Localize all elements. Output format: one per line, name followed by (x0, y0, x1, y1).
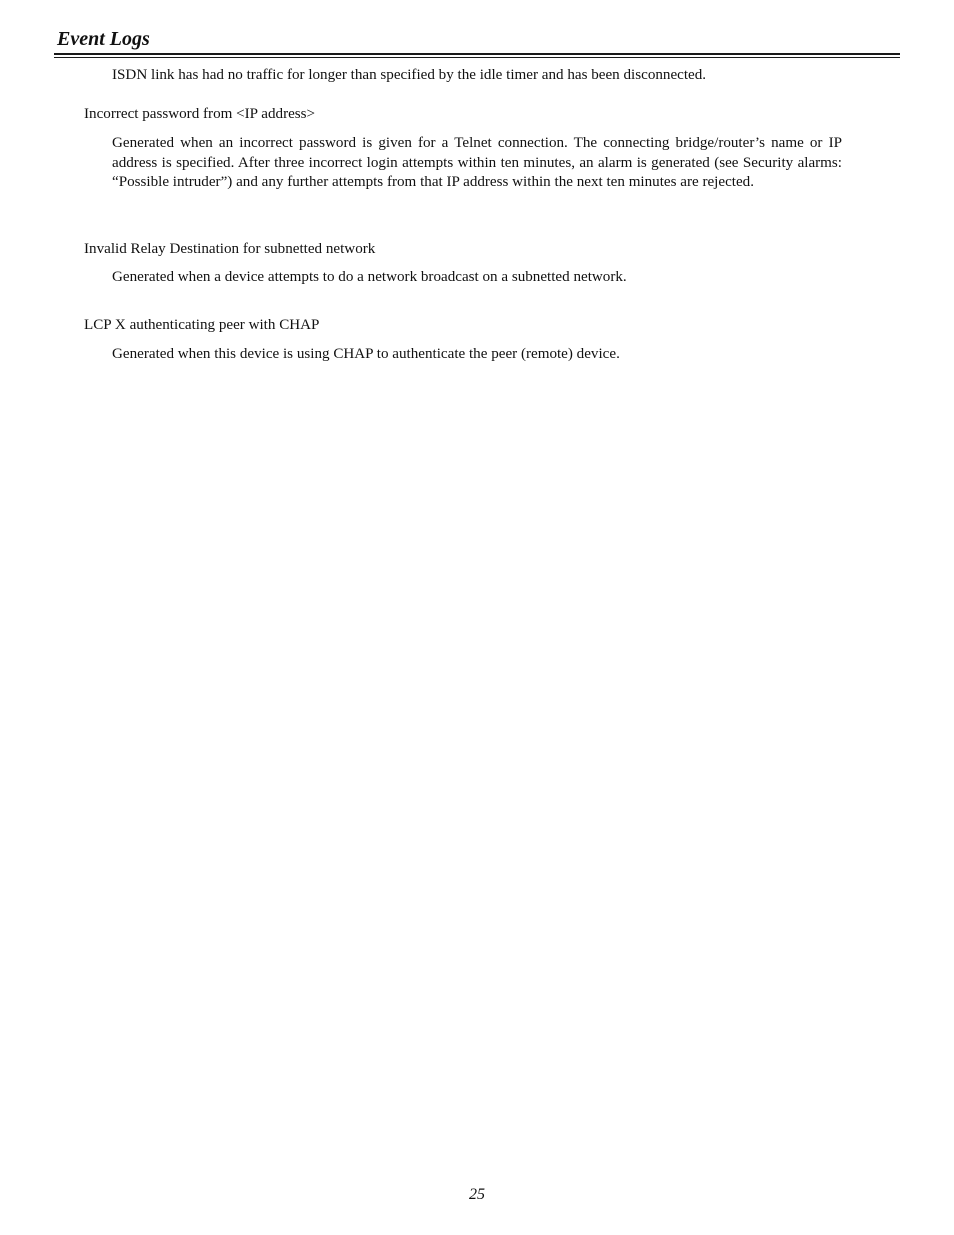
entry-heading: LCP X authenticating peer with CHAP (84, 317, 320, 333)
page-title: Event Logs (57, 28, 150, 50)
entry-description: Generated when a device attempts to do a network broadcast on a subnetted network. (112, 269, 627, 285)
header-rule-thick (54, 53, 900, 55)
entry-description: ISDN link has had no traffic for longer than specified by the idle timer and has been disconnected. (112, 67, 707, 83)
page-number: 25 (469, 1186, 485, 1203)
header-rule-thin (54, 57, 900, 58)
entry-description: Generated when this device is using CHAP to authenticate the peer (remote) device. (112, 346, 620, 362)
entry-description: Generated when an incorrect password is given for a Telnet connection. The connecting bridge/router’s name or IP address is specified. After three incorrect login attempts within ten minutes, an alarm is generated (see Security alarms: “Possible intruder”) and any further attempts from that IP address within the next ten minutes are rejected. (112, 135, 842, 190)
entry-heading: Invalid Relay Destination for subnetted network (84, 241, 376, 257)
entry-heading: Incorrect password from <IP address> (84, 106, 316, 122)
